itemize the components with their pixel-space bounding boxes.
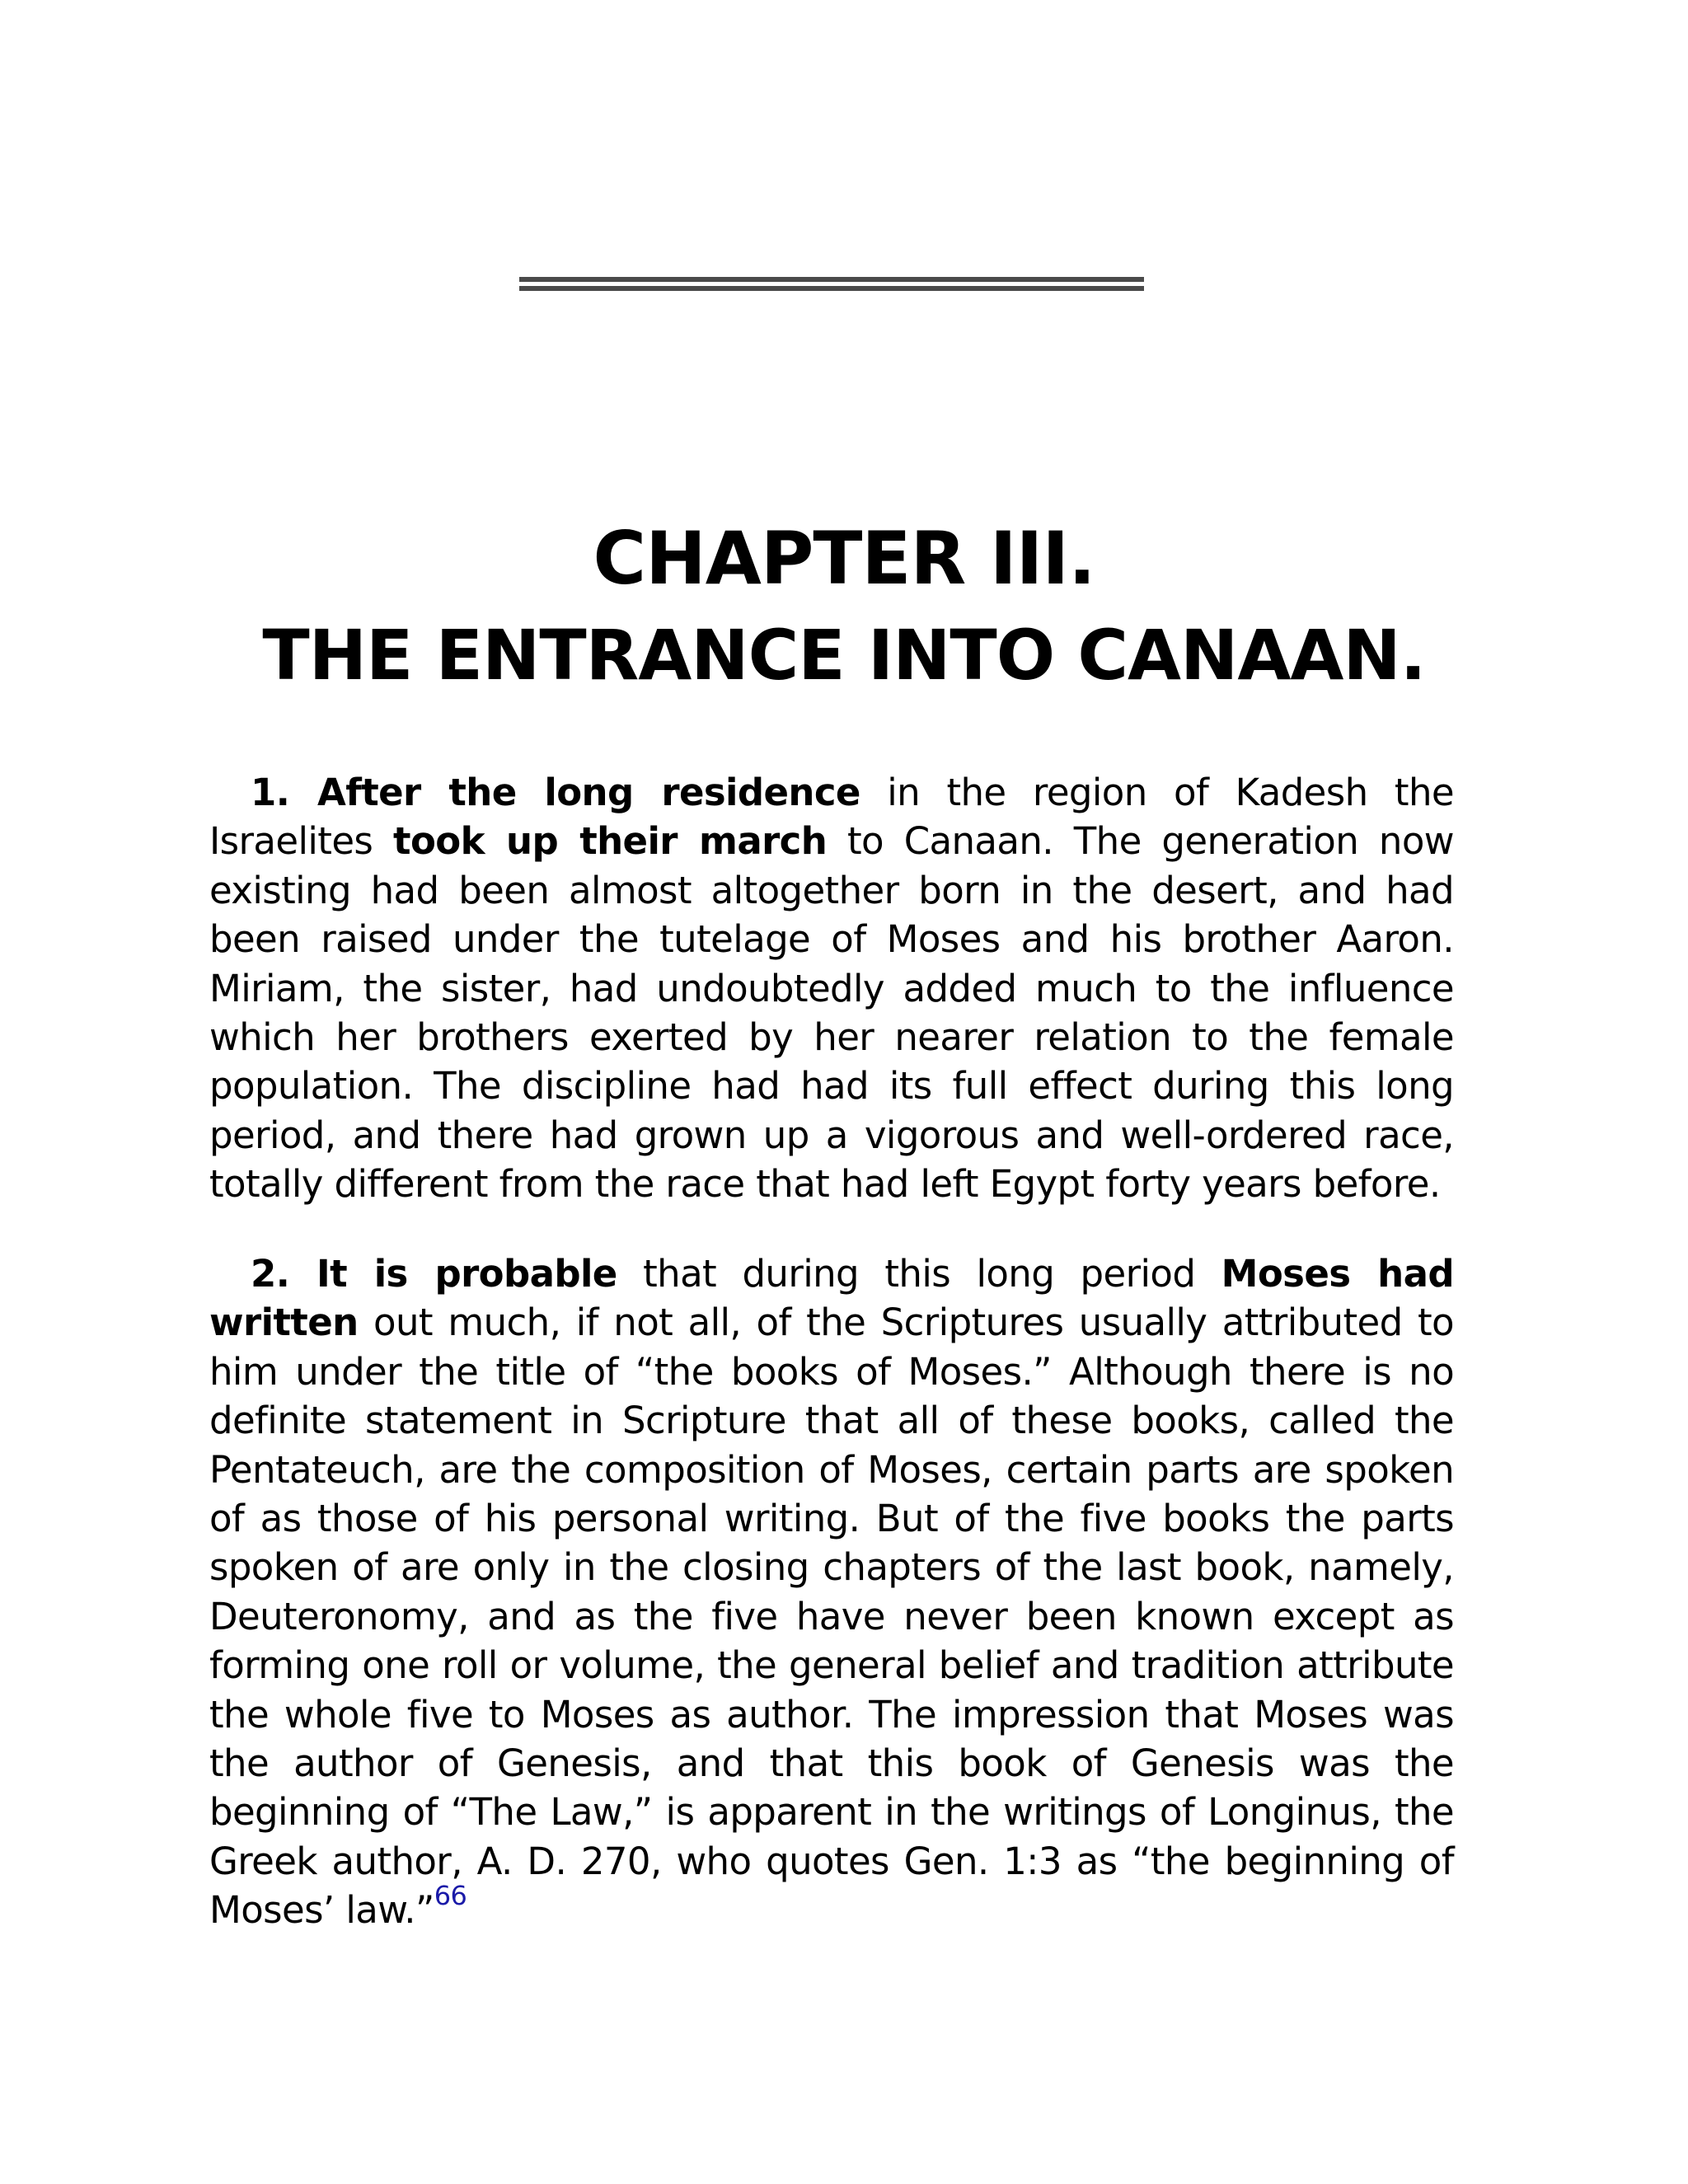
paragraph-text: in the region of Kadesh the Israelites: [209, 771, 1454, 864]
paragraph-bold-lead: After the long residence: [316, 771, 860, 814]
paragraph-2: [209, 1249, 1454, 1935]
paragraph-text: out much, if not all, of the Scriptures usually attributed to him under the title of “the books of Moses.” Although there is no definite statement in Scripture that all of these books, called the Pentateuch, are the composition of Moses, certain parts are spoken of as those of his personal writing. But of the five books the parts spoken of are only in the closing chapters of the last book, namely, Deuteronomy, and as the five have never been known except as forming one roll or volume, the general belief and tradition attribute the whole five to Moses as author. The impression that Moses was the author of Genesis, and that this book of Genesis was the beginning of “The Law,” is apparent in the writings of Longinus, the Greek author, A. D. 270, who quotes Gen. 1:3 as “the beginning of Moses’ law.”: [209, 1301, 1454, 1933]
paragraph-text: that during this long period: [617, 1252, 1221, 1296]
paragraph-number: 2.: [251, 1252, 290, 1296]
paragraph-bold-phrase: took up their march: [393, 819, 828, 864]
chapter-title: THE ENTRANCE INTO CANAAN.: [262, 615, 1426, 696]
footnote-link[interactable]: 66: [434, 1880, 467, 1912]
paragraph-number: 1.: [251, 771, 290, 814]
paragraph-space: [289, 1252, 316, 1296]
paragraph-space: [289, 771, 317, 814]
paragraph-text: to Canaan. The generation now existing had been almost altogether born in the desert, and had been raised under the tutelage of Moses and his brother Aaron. Miriam, the sister, had undoubtedly added much to the influence which her brothers exerted by her nearer relation to the female population. The discipline had had its full effect during this long period, and there had grown up a vigorous and well-ordered race, totally different from the race that had left Egypt forty years before.: [209, 819, 1454, 1207]
decorative-rule-bottom: [519, 286, 1144, 291]
paragraph-1: [209, 768, 1454, 1209]
paragraph-bold-lead: It is probable: [316, 1252, 617, 1296]
decorative-rule-top: [519, 277, 1144, 282]
chapter-number: CHAPTER III.: [593, 516, 1095, 601]
paragraph-bold-phrase: Moses had written: [209, 1252, 1454, 1345]
